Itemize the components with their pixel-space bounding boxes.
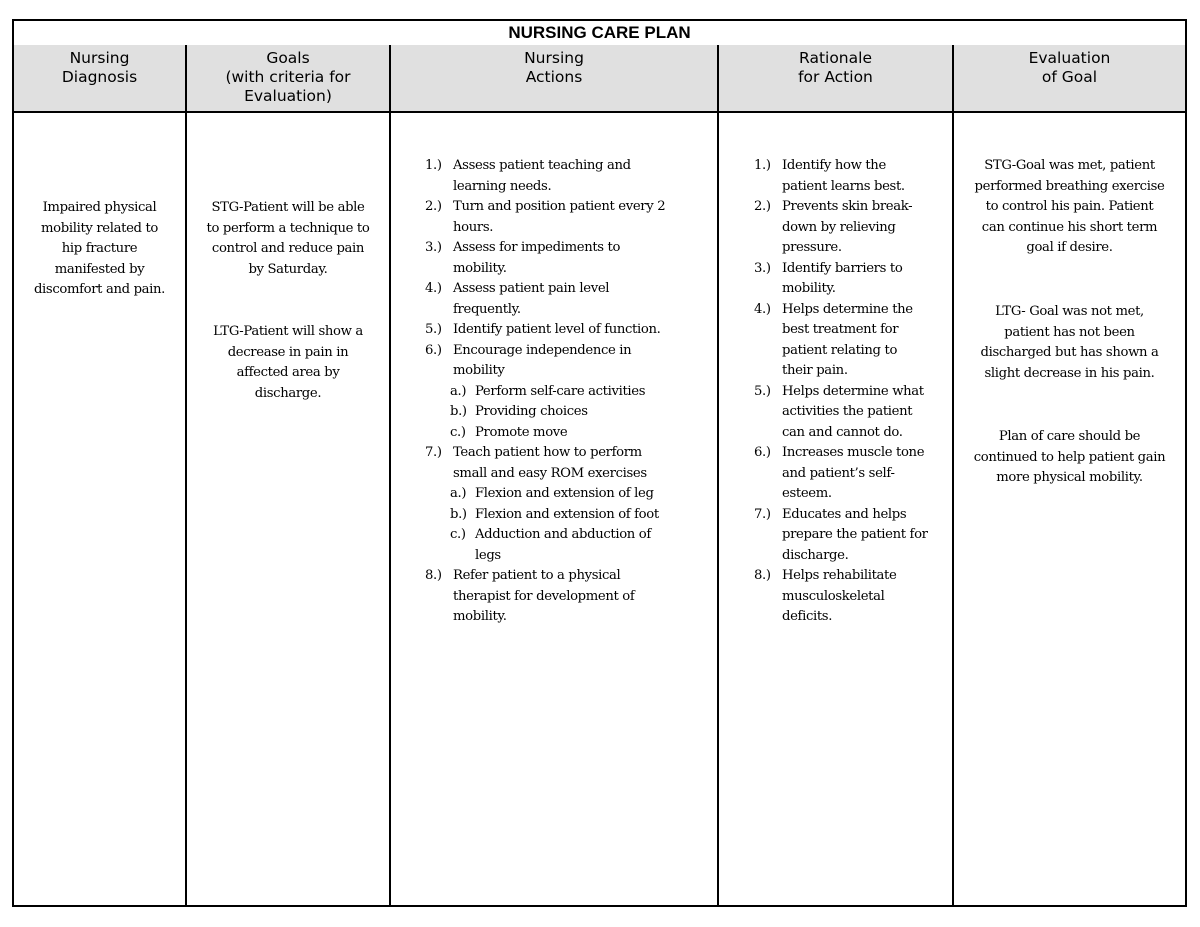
item-number: 6.) bbox=[425, 342, 442, 358]
item-number: 7.) bbox=[754, 506, 771, 522]
sub-item-text: Perform self-care activities bbox=[475, 383, 646, 399]
item-text: Encourage independence in mobility bbox=[453, 342, 632, 378]
item-text: Identify how the patient learns best. bbox=[782, 158, 905, 194]
sub-item bbox=[425, 484, 709, 505]
item-number: 6.) bbox=[754, 445, 771, 460]
rationale-list bbox=[754, 156, 946, 628]
sub-item bbox=[425, 505, 709, 526]
item-number: 4.) bbox=[754, 301, 771, 317]
item-text: Assess patient teaching and learning needs. bbox=[453, 158, 631, 194]
actions-list bbox=[425, 156, 709, 628]
item-text: Prevents skin break- down by relieving pressure. bbox=[782, 199, 913, 255]
rationale-cell bbox=[719, 113, 954, 905]
item-number: 4.) bbox=[425, 281, 442, 296]
table-title: NURSING CARE PLAN bbox=[14, 21, 1185, 47]
goals-cell bbox=[187, 113, 391, 905]
item-text: Assess patient pain level frequently. bbox=[453, 281, 610, 317]
item-text: Helps determine the best treatment for patient relating to their pain. bbox=[782, 301, 913, 378]
action-item bbox=[425, 197, 709, 238]
item-text: Refer patient to a physical therapist for development of mobility. bbox=[453, 568, 635, 624]
item-number: 1.) bbox=[425, 158, 442, 173]
item-text: Educates and helps prepare the patient for discharge. bbox=[782, 506, 928, 563]
care-plan-table bbox=[12, 19, 1187, 907]
sub-item bbox=[425, 402, 709, 423]
rationale-item bbox=[754, 156, 946, 197]
sub-item-letter: a.) bbox=[450, 383, 467, 399]
item-text: Assess for impediments to mobility. bbox=[453, 240, 621, 276]
long-term-goal: LTG-Patient will show a decrease in pain in affected area by discharge. bbox=[213, 324, 363, 401]
item-number: 8.) bbox=[754, 568, 771, 583]
rationale-item bbox=[754, 382, 946, 444]
header-goals: Goals (with criteria for Evaluation) bbox=[187, 45, 391, 111]
sub-item-letter: b.) bbox=[450, 404, 467, 419]
short-term-goal: STG-Patient will be able to perform a technique to control and reduce pain by Saturday. bbox=[206, 200, 370, 277]
plan-of-care: Plan of care should be continued to help patient gain more physical mobility. bbox=[973, 429, 1166, 485]
sub-item bbox=[425, 525, 709, 566]
item-number: 2.) bbox=[425, 199, 442, 214]
rationale-item bbox=[754, 300, 946, 382]
item-number: 7.) bbox=[425, 445, 442, 460]
item-text: Helps rehabilitate musculoskeletal deficits. bbox=[782, 568, 897, 624]
item-text: Helps determine what activities the patient can and cannot do. bbox=[782, 383, 924, 440]
item-text: Identify barriers to mobility. bbox=[782, 260, 903, 296]
header-nursing-diagnosis: Nursing Diagnosis bbox=[14, 45, 187, 111]
sub-item-text: Flexion and extension of foot bbox=[475, 506, 659, 522]
sub-item-text: Promote move bbox=[475, 424, 568, 440]
evaluation-cell bbox=[954, 113, 1185, 905]
item-number: 1.) bbox=[754, 158, 771, 173]
action-item bbox=[425, 156, 709, 197]
sub-item-letter: b.) bbox=[450, 506, 467, 522]
sub-item-letter: a.) bbox=[450, 486, 467, 501]
item-text: Teach patient how to perform small and easy ROM exercises bbox=[453, 445, 647, 481]
item-number: 2.) bbox=[754, 199, 771, 214]
diagnosis-cell bbox=[14, 113, 187, 905]
header-evaluation: Evaluation of Goal bbox=[1028, 49, 1111, 86]
evaluation-short-term: STG-Goal was met, patient performed breathing exercise to control his pain. Patient can continue his short term goal if desire. bbox=[974, 158, 1165, 255]
action-item bbox=[425, 443, 709, 484]
sub-item bbox=[425, 423, 709, 444]
sub-item bbox=[425, 382, 709, 403]
item-number: 5.) bbox=[425, 322, 442, 337]
rationale-item bbox=[754, 443, 946, 505]
item-number: 3.) bbox=[425, 240, 442, 255]
sub-item-text: Adduction and abduction of legs bbox=[475, 527, 651, 563]
item-number: 3.) bbox=[754, 260, 771, 276]
sub-item-letter: c.) bbox=[450, 424, 466, 440]
item-text: Increases muscle tone and patient’s self- esteem. bbox=[782, 445, 925, 501]
sub-item-letter: c.) bbox=[450, 527, 466, 542]
item-text: Turn and position patient every 2 hours. bbox=[453, 199, 666, 235]
rationale-item bbox=[754, 566, 946, 628]
rationale-item bbox=[754, 197, 946, 259]
rationale-item bbox=[754, 259, 946, 300]
header-rationale: Rationale for Action bbox=[719, 45, 954, 111]
body-row bbox=[14, 113, 1185, 905]
action-item bbox=[425, 238, 709, 279]
sub-item-text: Providing choices bbox=[475, 404, 588, 419]
item-text: Identify patient level of function. bbox=[453, 322, 661, 337]
action-item bbox=[425, 320, 709, 341]
diagnosis-text: Impaired physical mobility related to hip fracture manifested by discomfort and pain. bbox=[33, 200, 166, 297]
evaluation-long-term: LTG- Goal was not met, patient has not been discharged but has shown a slight decrease in his pain. bbox=[980, 304, 1159, 381]
item-number: 8.) bbox=[425, 568, 442, 583]
sub-item-text: Flexion and extension of leg bbox=[475, 486, 654, 501]
action-item bbox=[425, 341, 709, 382]
actions-cell bbox=[391, 113, 719, 905]
header-nursing-actions: Nursing Actions bbox=[391, 45, 719, 111]
rationale-item bbox=[754, 505, 946, 567]
item-number: 5.) bbox=[754, 383, 771, 399]
action-item bbox=[425, 279, 709, 320]
action-item bbox=[425, 566, 709, 628]
header-row bbox=[14, 45, 1185, 113]
